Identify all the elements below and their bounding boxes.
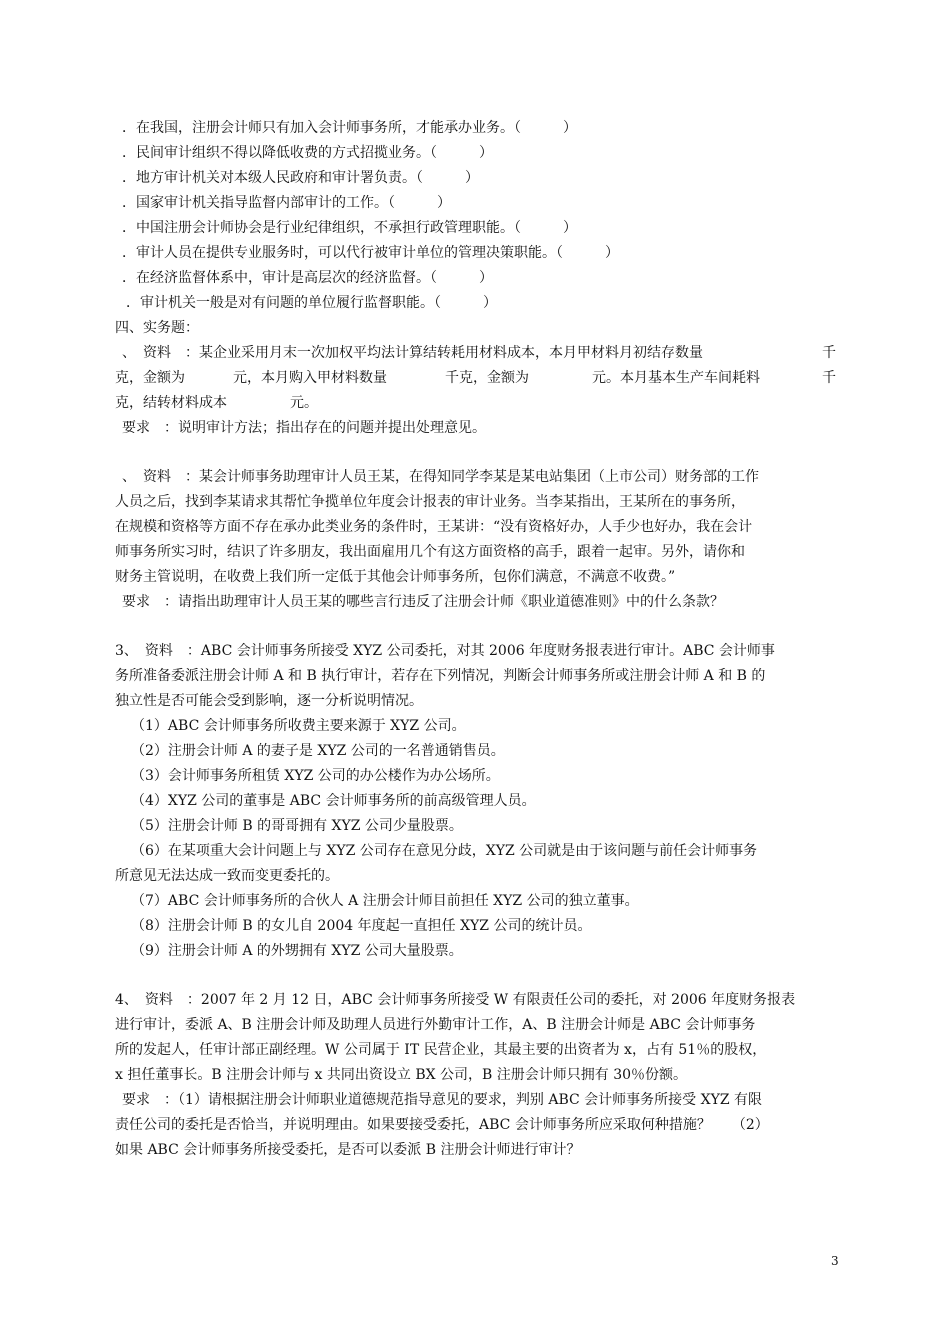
q3-item: （6）在某项重大会计问题上与 XYZ 公司存在意见分歧，XYZ 公司就是由于该问题与前任会计师事务 <box>131 843 758 859</box>
page-number: 3 <box>831 1254 839 1268</box>
q4-requirement: 责任公司的委托是否恰当，并说明理由。如果要接受委托，ABC 会计师事务所应采取何种措施？ （2） <box>115 1117 769 1133</box>
q1-text: 元。 <box>290 395 318 411</box>
tf-item-1: ．在我国，注册会计师只有加入会计师事务所，才能承办业务。（ ） <box>122 120 577 136</box>
q3-item: （7）ABC 会计师事务所的合伙人 A 注册会计师目前担任 XYZ 公司的独立董事。 <box>131 893 639 909</box>
q3-item: （9）注册会计师 A 的外甥拥有 XYZ 公司大量股票。 <box>131 943 463 959</box>
q2-text: 财务主管说明，在收费上我们所一定低于其他会计师事务所，包你们满意，不满意不收费。” <box>115 569 676 585</box>
q1-text: 元，本月购入甲材料数量 <box>233 370 387 386</box>
q3-item: （4）XYZ 公司的董事是 ABC 会计师事务所的前高级管理人员。 <box>131 793 536 809</box>
q3-item: （3）会计师事务所租赁 XYZ 公司的办公楼作为办公场所。 <box>131 768 500 784</box>
tf-item-7: ．在经济监督体系中，审计是高层次的经济监督。（ ） <box>122 270 493 286</box>
q4-text: 所的发起人，任审计部正副经理。W 公司属于 IT 民营企业，其最主要的出资者为 x，占有 51％的股权， <box>115 1042 767 1058</box>
q3-text: 独立性是否可能会受到影响，逐一分析说明情况。 <box>115 693 423 709</box>
q3-item: （5）注册会计师 B 的哥哥拥有 XYZ 公司少量股票。 <box>131 818 463 834</box>
tf-item-3: ．地方审计机关对本级人民政府和审计署负责。（ ） <box>122 170 479 186</box>
q1-text: 元。本月基本生产车间耗料 <box>592 370 760 386</box>
q2-text: 在规模和资格等方面不存在承办此类业务的条件时，王某讲：“没有资格好办，人手少也好办，我在会计 <box>115 519 753 535</box>
q2-text: 师事务所实习时，结识了许多朋友，我出面雇用几个有这方面资格的高手，跟着一起审。另外，请你和 <box>115 544 745 560</box>
q3-text: 3、 资料 ：ABC 会计师事务所接受 XYZ 公司委托，对其 2006 年度财务报表进行审计。ABC 会计师事 <box>115 643 775 659</box>
tf-item-5: ．中国注册会计师协会是行业纪律组织，不承担行政管理职能。（ ） <box>122 220 577 236</box>
q3-item: （8）注册会计师 B 的女儿自 2004 年度起一直担任 XYZ 公司的统计员。 <box>131 918 592 934</box>
q1-text: 千 <box>822 370 836 386</box>
q4-text: 4、 资料 ：2007 年 2 月 12 日，ABC 会计师事务所接受 W 有限责任公司的委托，对 2006 年度财务报表 <box>115 992 796 1008</box>
section-heading: 四、实务题： <box>115 320 199 336</box>
tf-item-2: ．民间审计组织不得以降低收费的方式招揽业务。（ ） <box>122 145 493 161</box>
q3-item: 所意见无法达成一致而变更委托的。 <box>115 868 339 884</box>
q4-text: 进行审计，委派 A、B 注册会计师及助理人员进行外勤审计工作，A、B 注册会计师是 ABC 会计师事务 <box>115 1017 756 1033</box>
q3-item: （1）ABC 会计师事务所收费主要来源于 XYZ 公司。 <box>131 718 466 734</box>
tf-item-4: ．国家审计机关指导监督内部审计的工作。（ ） <box>122 195 451 211</box>
tf-item-6: ．审计人员在提供专业服务时，可以代行被审计单位的管理决策职能。（ ） <box>122 245 619 261</box>
q3-text: 务所准备委派注册会计师 A 和 B 执行审计，若存在下列情况，判断会计师事务所或注册会计师 A 和 B 的 <box>115 668 766 684</box>
q1-text: 克，金额为 <box>115 370 185 386</box>
tf-item-8: ．审计机关一般是对有问题的单位履行监督职能。（ ） <box>126 295 497 311</box>
q1-text: 克，结转材料成本 <box>115 395 227 411</box>
q4-text: x 担任董事长。B 注册会计师与 x 共同出资设立 BX 公司，B 注册会计师只拥有 30％份额。 <box>115 1067 688 1083</box>
q4-requirement: 如果 ABC 会计师事务所接受委托，是否可以委派 B 注册会计师进行审计？ <box>115 1142 581 1158</box>
q2-requirement: 要求 ：请指出助理审计人员王某的哪些言行违反了注册会计师《职业道德准则》中的什么条款？ <box>122 594 724 610</box>
q4-requirement: 要求 ：（1）请根据注册会计师职业道德规范指导意见的要求，判别 ABC 会计师事务所接受 XYZ 有限 <box>122 1092 763 1108</box>
q1-text: 千 <box>822 345 836 361</box>
q1-text: 千克，金额为 <box>445 370 529 386</box>
q3-item: （2）注册会计师 A 的妻子是 XYZ 公司的一名普通销售员。 <box>131 743 505 759</box>
q1-requirement: 要求 ：说明审计方法；指出存在的问题并提出处理意见。 <box>122 420 486 436</box>
q2-text: 、 资料 ：某会计师事务助理审计人员王某，在得知同学李某是某电站集团（上市公司）财务部的工作 <box>122 469 759 485</box>
q2-text: 人员之后，找到李某请求其帮忙争揽单位年度会计报表的审计业务。当李某指出，王某所在的事务所， <box>115 494 745 510</box>
q1-text: 、 资料 ：某企业采用月末一次加权平均法计算结转耗用材料成本，本月甲材料月初结存数量 <box>122 345 703 361</box>
